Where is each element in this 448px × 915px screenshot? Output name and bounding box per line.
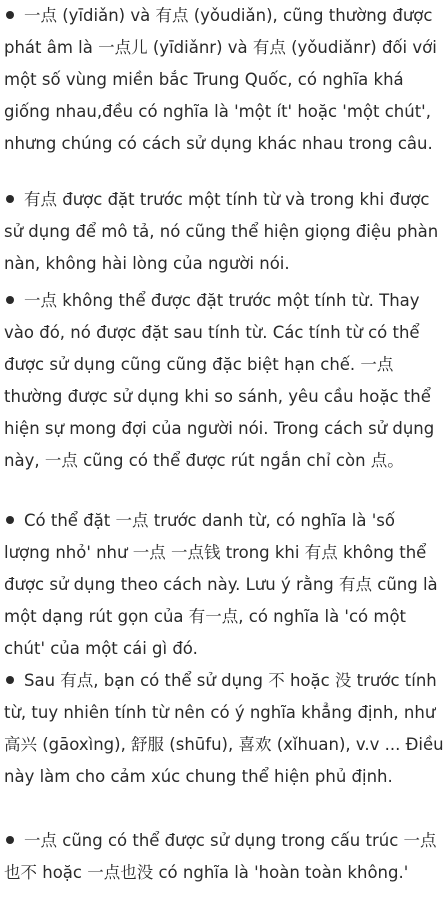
list-item [0,0,448,160]
list-item-text: Sau 有点, bạn có thể sử dụng 不 hoặc 没 trước tính từ, tuy nhiên tính từ nên có ý nghĩa khẳng định, như 高兴 (gāoxìng), 舒服 (shūfu), 喜欢 (xǐhuan), v.v ... Điều này làm cho cảm xúc chung thể hiện phủ định. [4,671,444,786]
bullet-icon [6,516,14,524]
list-item [0,285,448,477]
list-item-text: 一点 (yīdiǎn) và 有点 (yǒudiǎn), cũng thường được phát âm là 一点儿 (yīdiǎnr) và 有点 (yǒudiǎnr) đối với một số vùng miền bắc Trung Quốc, có nghĩa khá giống nhau,đều có nghĩa là 'một ít' hoặc 'một chút', nhưng chúng có cách sử dụng khác nhau trong câu. [4,6,437,153]
list-item-text: 一点 không thể được đặt trước một tính từ. Thay vào đó, nó được đặt sau tính từ. Các tính từ có thể được sử dụng cũng cũng đặc biệt hạn chế. 一点 thường được sử dụng khi so sánh, yêu cầu hoặc thể hiện sự mong đợi của người nói. Trong cách sử dụng này, 一点 cũng có thể được rút ngắn chỉ còn 点。 [4,291,435,470]
list-item [0,825,448,889]
bullet-icon [6,676,14,684]
list-item [0,184,448,280]
list-item-text: 有点 được đặt trước một tính từ và trong khi được sử dụng để mô tả, nó cũng thể hiện giọng điệu phàn nàn, không hài lòng của người nói. [4,190,439,273]
list-item [0,665,448,793]
list-item [0,505,448,665]
bullet-icon [6,195,14,203]
bullet-icon [6,11,14,19]
bullet-icon [6,296,14,304]
list-item-text: Có thể đặt 一点 trước danh từ, có nghĩa là 'số lượng nhỏ' như 一点 一点钱 trong khi 有点 không thể được sử dụng theo cách này. Lưu ý rằng 有点 cũng là một dạng rút gọn của 有一点, có nghĩa là 'có một chút' của một cái gì đó. [4,511,438,658]
list-item-text: 一点 cũng có thể được sử dụng trong cấu trúc 一点也不 hoặc 一点也没 có nghĩa là 'hoàn toàn không.' [4,831,437,882]
bullet-icon [6,836,14,844]
